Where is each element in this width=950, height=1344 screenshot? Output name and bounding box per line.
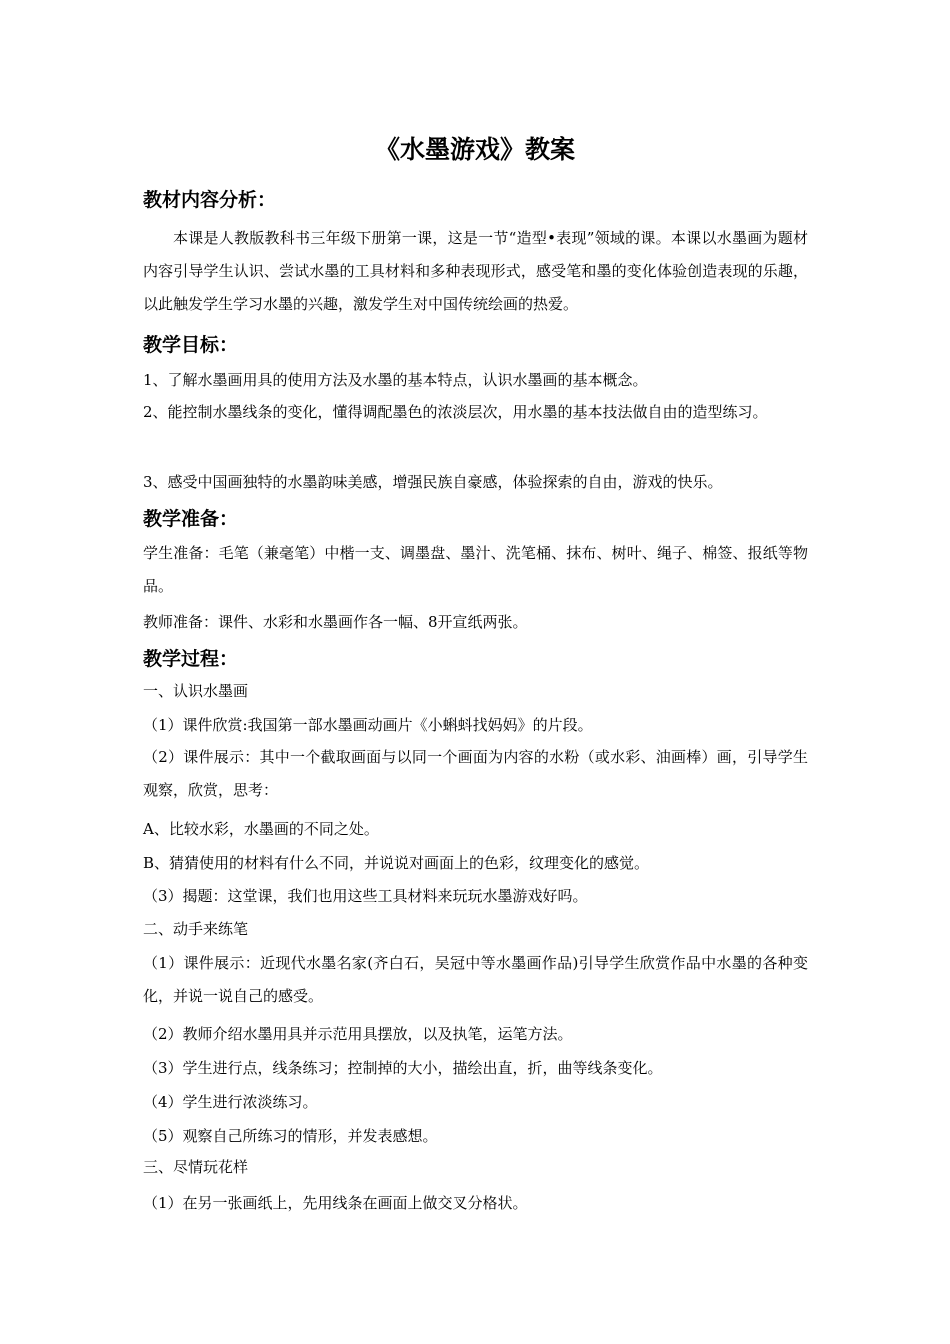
process-line: （2）课件展示：其中一个截取画面与以同一个画面为内容的水粉（或水彩、油画棒）画，引导学生观察，欣赏，思考：	[143, 748, 808, 799]
goal-item-3: 3、感受中国画独特的水墨韵味美感，增强民族自豪感，体验探索的自由，游戏的快乐。	[143, 473, 723, 491]
process-line: B、猜猜使用的材料有什么不同，并说说对画面上的色彩，纹理变化的感觉。	[143, 854, 650, 872]
process-line: （5）观察自己所练习的情形，并发表感想。	[143, 1127, 438, 1145]
preparation-teacher: 教师准备：课件、水彩和水墨画作各一幅、8开宣纸两张。	[143, 613, 528, 631]
section-heading-analysis: 教材内容分析：	[143, 189, 277, 211]
preparation-student: 学生准备：毛笔（兼毫笔）中楷一支、调墨盘、墨汁、洗笔桶、抹布、树叶、绳子、棉签、报纸等物品。	[143, 544, 808, 595]
process-line: （1）课件欣赏:我国第一部水墨画动画片《小蝌蚪找妈妈》的片段。	[143, 716, 593, 734]
section-heading-goals: 教学目标：	[143, 334, 239, 356]
goal-item-1: 1、了解水墨画用具的使用方法及水墨的基本特点，认识水墨画的基本概念。	[143, 371, 648, 389]
process-line: （3）学生进行点，线条练习；控制掉的大小，描绘出直，折，曲等线条变化。	[143, 1059, 663, 1077]
process-step-1-title: 一、认识水墨画	[143, 682, 249, 700]
process-line: A、比较水彩，水墨画的不同之处。	[143, 820, 379, 838]
process-line: （1）在另一张画纸上，先用线条在画面上做交叉分格状。	[143, 1194, 528, 1212]
process-step-2-title: 二、动手来练笔	[143, 920, 249, 938]
process-step-3-title: 三、尽情玩花样	[143, 1158, 249, 1176]
process-line: （4）学生进行浓淡练习。	[143, 1093, 318, 1111]
section-heading-preparation: 教学准备：	[143, 508, 239, 530]
process-line: （2）教师介绍水墨用具并示范用具摆放，以及执笔，运笔方法。	[143, 1025, 573, 1043]
goal-item-2: 2、能控制水墨线条的变化，懂得调配墨色的浓淡层次，用水墨的基本技法做自由的造型练习。	[143, 403, 768, 421]
section-heading-process: 教学过程：	[143, 648, 239, 670]
document-title: 《水墨游戏》教案	[374, 135, 575, 164]
process-line: （1）课件展示：近现代水墨名家(齐白石，吴冠中等水墨画作品)引导学生欣赏作品中水墨的各种变化，并说一说自己的感受。	[143, 954, 808, 1005]
analysis-paragraph: 本课是人教版教科书三年级下册第一课，这是一节“造型•表现”领域的课。本课以水墨画为题材内容引导学生认识、尝试水墨的工具材料和多种表现形式，感受笔和墨的变化体验创造表现的乐趣，以此触发学生学习水墨的兴趣，激发学生对中国传统绘画的热爱。	[143, 229, 808, 313]
process-line: （3）揭题：这堂课，我们也用这些工具材料来玩玩水墨游戏好吗。	[143, 887, 588, 905]
